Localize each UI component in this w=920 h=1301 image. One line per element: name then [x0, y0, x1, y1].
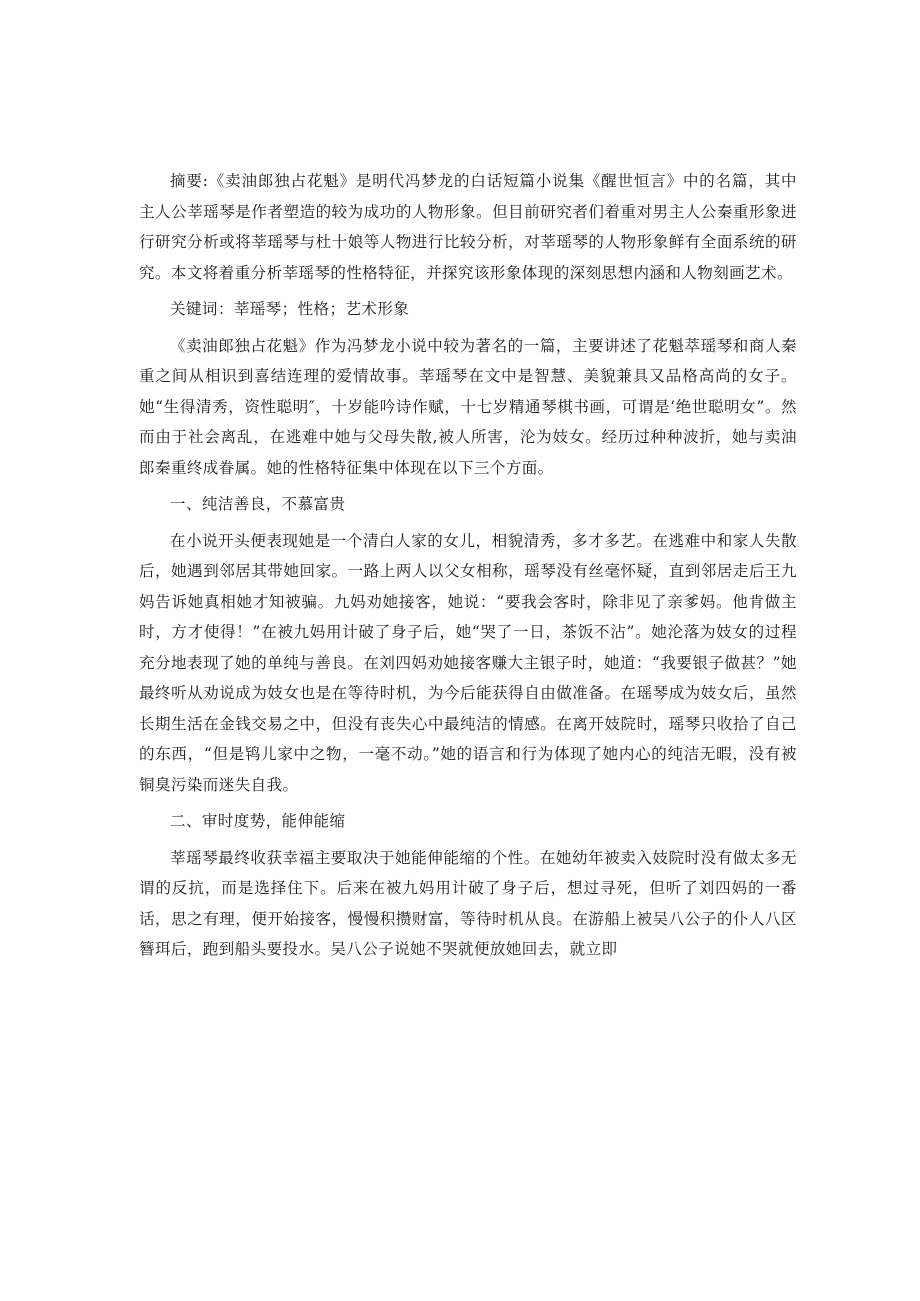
- section2-paragraph: 莘瑶琴最终收获幸福主要取决于她能伸能缩的个性。在她幼年被卖入妓院时没有做太多无谓的反抗，而是选择住下。后来在被九妈用计破了身子后，想过寻死，但听了刘四妈的一番话，思之有理，便开始接客，慢慢积攒财富，等待时机从良。在游船上被吴八公子的仆人八区簪珥后，跑到船头要投水。吴八公子说她不哭就便放她回去，就立即: [139, 848, 797, 958]
- abstract-paragraph: 摘要:《卖油郎独占花魁》是明代冯梦龙的白话短篇小说集《醒世恒言》中的名篇，其中主人公莘瑶琴是作者塑造的较为成功的人物形象。但目前研究者们着重对男主人公秦重形象进行研究分析或将莘瑶琴与杜十娘等人物进行比较分析，对莘瑶琴的人物形象鲜有全面系统的研究。本文将着重分析莘瑶琴的性格特征，并探究该形象体现的深刻思想内涵和人物刻画艺术。: [139, 172, 797, 282]
- section1-heading: 一、纯洁善良，不慕富贵: [170, 495, 346, 513]
- intro-paragraph: 《卖油郎独占花魁》作为冯梦龙小说中较为著名的一篇，主要讲述了花魁萃瑶琴和商人秦重之间从相识到喜结连理的爱情故事。莘瑶琴在文中是智慧、美貌兼具又品格高尚的女子。她“生得清秀，资性聪明″，十岁能吟诗作赋，十七岁精通琴棋书画，可谓是‘绝世聪明女”。然而由于社会离乱，在逃难中她与父母失散,被人所害，沦为妓女。经历过种种波折，她与卖油郎秦重终成眷属。她的性格特征集中体现在以下三个方面。: [139, 336, 797, 477]
- keywords-paragraph: 关键词：莘瑶琴；性格；艺术形象: [170, 300, 410, 318]
- document-body: [139, 166, 797, 965]
- section2-heading: 二、审时度势，能伸能缩: [170, 812, 346, 830]
- section1-paragraph: 在小说开头便表现她是一个清白人家的女儿，相貌清秀，多才多艺。在逃难中和家人失散后，她遇到邻居其带她回家。一路上两人以父女相称，瑶琴没有丝毫怀疑，直到邻居走后王九妈告诉她真相她才知被骗。九妈劝她接客，她说：“要我会客时，除非见了亲爹妈。他肯做主时，方才使得！”在被九妈用计破了身子后，她“哭了一日，茶饭不沾”。她沦落为妓女的过程充分地表现了她的单纯与善良。在刘四妈劝她接客赚大主银子时，她道：“我要银子做甚？”她最终听从劝说成为妓女也是在等待时机，为今后能获得自由做准备。在瑶琴成为妓女后，虽然长期生活在金钱交易之中，但没有丧失心中最纯洁的情感。在离开妓院时，瑶琴只收拾了自己的东西，“但是鸨儿家中之物，一毫不动。”她的语言和行为体现了她内心的纯洁无暇，没有被铜臭污染而迷失自我。: [139, 531, 797, 794]
